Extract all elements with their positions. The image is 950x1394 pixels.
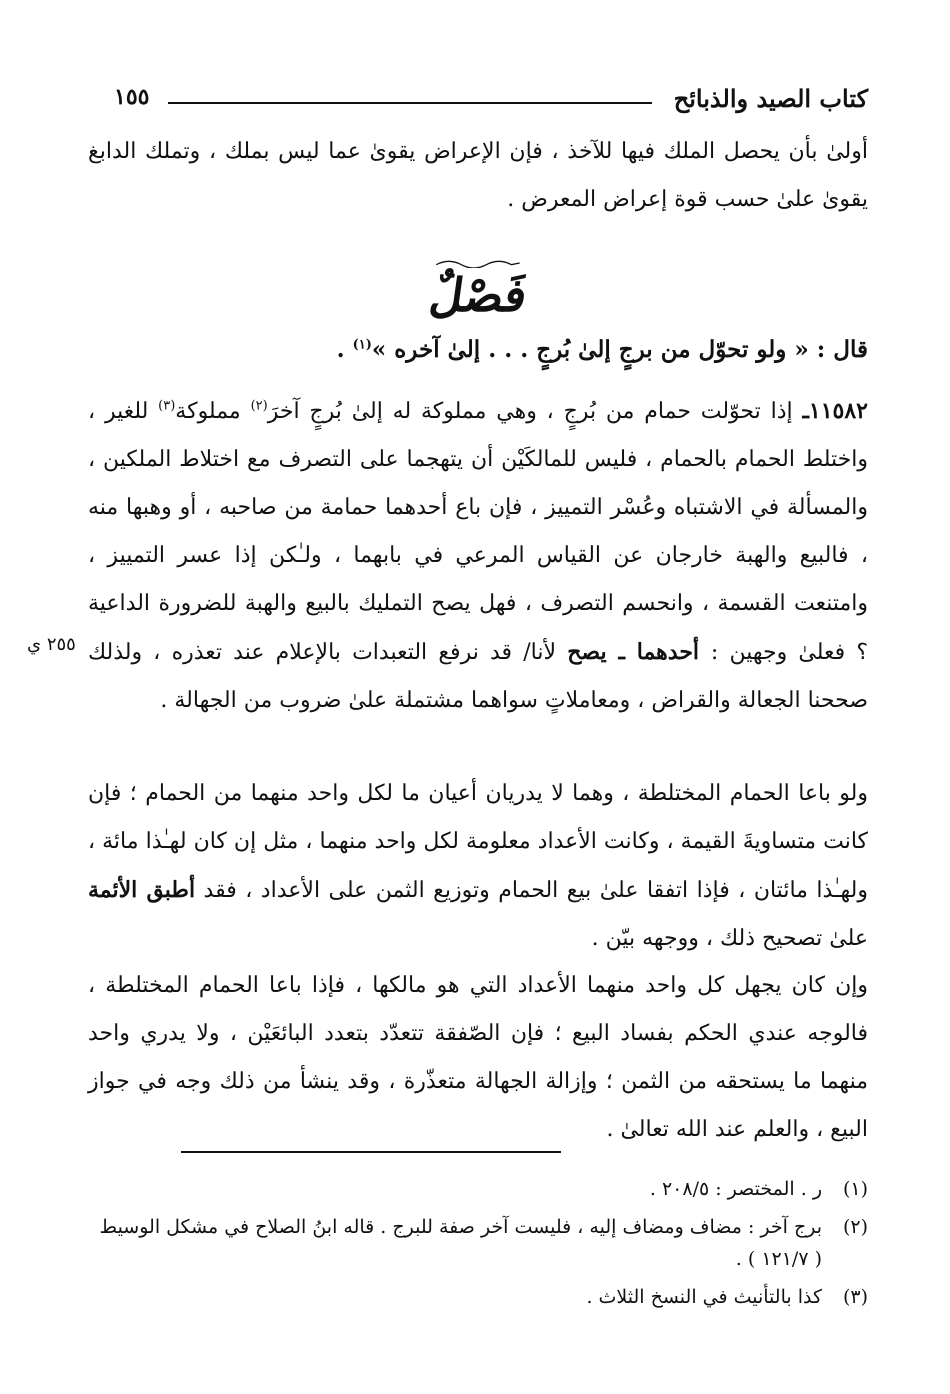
footnote-ref-3[interactable]: (٣) <box>158 398 176 414</box>
footnote-number: (١) <box>842 1178 868 1200</box>
paragraph2-bold: أطبق الأئمة <box>88 877 196 903</box>
footnote-text: ر . المختصر : ٢٠٨/٥ . <box>649 1178 822 1200</box>
footnote-text: برج آخر : مضاف ومضاف إليه ، فليست آخر صفة للبرج . قاله ابنُ الصلاح في مشكل الوسيط ( ١٢١/٧ ) . <box>99 1216 822 1270</box>
paragraph1-text-b: مملوكة <box>175 399 251 424</box>
footnote-1 <box>88 1173 868 1205</box>
footnote-2 <box>88 1211 868 1275</box>
footnotes-section <box>88 1173 868 1319</box>
quote-end: . <box>336 336 353 363</box>
paragraph1-text-a: إذا تحوّلت حمام من بُرجٍ ، وهي مملوكة له إلىٰ بُرجٍ آخرَ <box>267 399 803 424</box>
paragraph1-bold: أحدهما ـ يصح <box>567 639 711 665</box>
paragraph-11582 <box>88 387 868 725</box>
quote-label: قال : <box>816 336 868 363</box>
footnote-number: (٣) <box>842 1286 868 1308</box>
paragraph1-text-d: لأنا/ قد نرفع التعبدات بالإعلام عند تعذره ، ولذلك صححنا الجعالة والقراض ، ومعاملاتٍ سواهما مشتملة علىٰ ضروب من الجهالة . <box>88 640 868 713</box>
quoted-statement <box>88 326 868 374</box>
footnote-3 <box>88 1281 868 1313</box>
running-header <box>88 78 868 118</box>
footnote-ref-1[interactable]: (١) <box>352 337 372 353</box>
header-rule <box>168 102 652 104</box>
footnote-number: (٢) <box>842 1216 868 1238</box>
paragraph2-text-b: علىٰ تصحيح ذلك ، ووجهه بيّن . <box>591 926 868 951</box>
intro-paragraph: أولىٰ بأن يحصل الملك فيها للآخذ ، فإن الإعراض يقوىٰ عما ليس بملك ، وتملك الدابغ يقوىٰ علىٰ حسب قوة إعراض المعرض . <box>88 139 868 212</box>
heading-flourish-icon <box>423 258 533 268</box>
paragraph-3: وإن كان يجهل كل واحد منهما الأعداد التي هو مالكها ، فإذا باعا الحمام المختلطة ، فالوجه عندي الحكم بفساد البيع ؛ فإن الصّفقة تتعدّد بتعدد البائعَيْن ، ولا يدري واحد منهما ما يستحقه من الثمن ؛ وإزالة الجهالة متعذّرة ، وقد ينشأ من ذلك وجه في جواز البيع ، والعلم عند الله تعالىٰ . <box>88 973 868 1142</box>
paragraph-number: ١١٥٨٢ـ <box>802 398 868 424</box>
footnote-separator <box>181 1151 561 1153</box>
footnote-ref-2[interactable]: (٢) <box>250 398 268 414</box>
book-title: كتاب الصيد والذبائح <box>673 84 868 113</box>
section-heading-text: فَصْلٌ <box>425 268 531 322</box>
footnote-text: كذا بالتأنيث في النسخ الثلاث . <box>586 1286 822 1308</box>
section-heading <box>88 258 868 322</box>
quote-text: « ولو تحوّل من برجٍ إلىٰ بُرجٍ . . . إلىٰ آخره » <box>371 336 809 363</box>
paragraph2-text-a: ولو باعا الحمام المختلطة ، وهما لا يدريان أعيان ما لكل واحد منهما من الحمام ؛ فإن كانت متساويةَ القيمة ، وكانت الأعداد معلومة لكل واحد منهما ، مثل إن كان لهـٰذا مائة ، ولهـٰذا مائتان ، فإذا اتفقا علىٰ بيع الحمام وتوزيع الثمن على الأعداد ، فقد <box>88 781 868 903</box>
manuscript-margin-note: ٢٥٥ ي <box>27 634 76 655</box>
paragraph-2 <box>88 770 868 963</box>
paragraph1-text-c: للغير ، واختلط الحمام بالحمام ، فليس للمالكَيْن أن يتهجما على التصرف مع اختلاط الملكين ، والمسألة في الاشتباه وعُسْر التمييز ، فإن باع أحدهما حمامة من صاحبه ، أو وهبها منه ، فالبيع والهبة خارجان عن القياس المرعي في بابهما ، ولـٰكن إذا عسر التمييز ، وامتنعت القسمة ، وانحسم التصرف ، فهل يصح التمليك بالبيع والهبة للضرورة الداعية ؟ فعلىٰ وجهين : <box>88 399 869 665</box>
page-number: ١٥٥ <box>114 84 150 110</box>
